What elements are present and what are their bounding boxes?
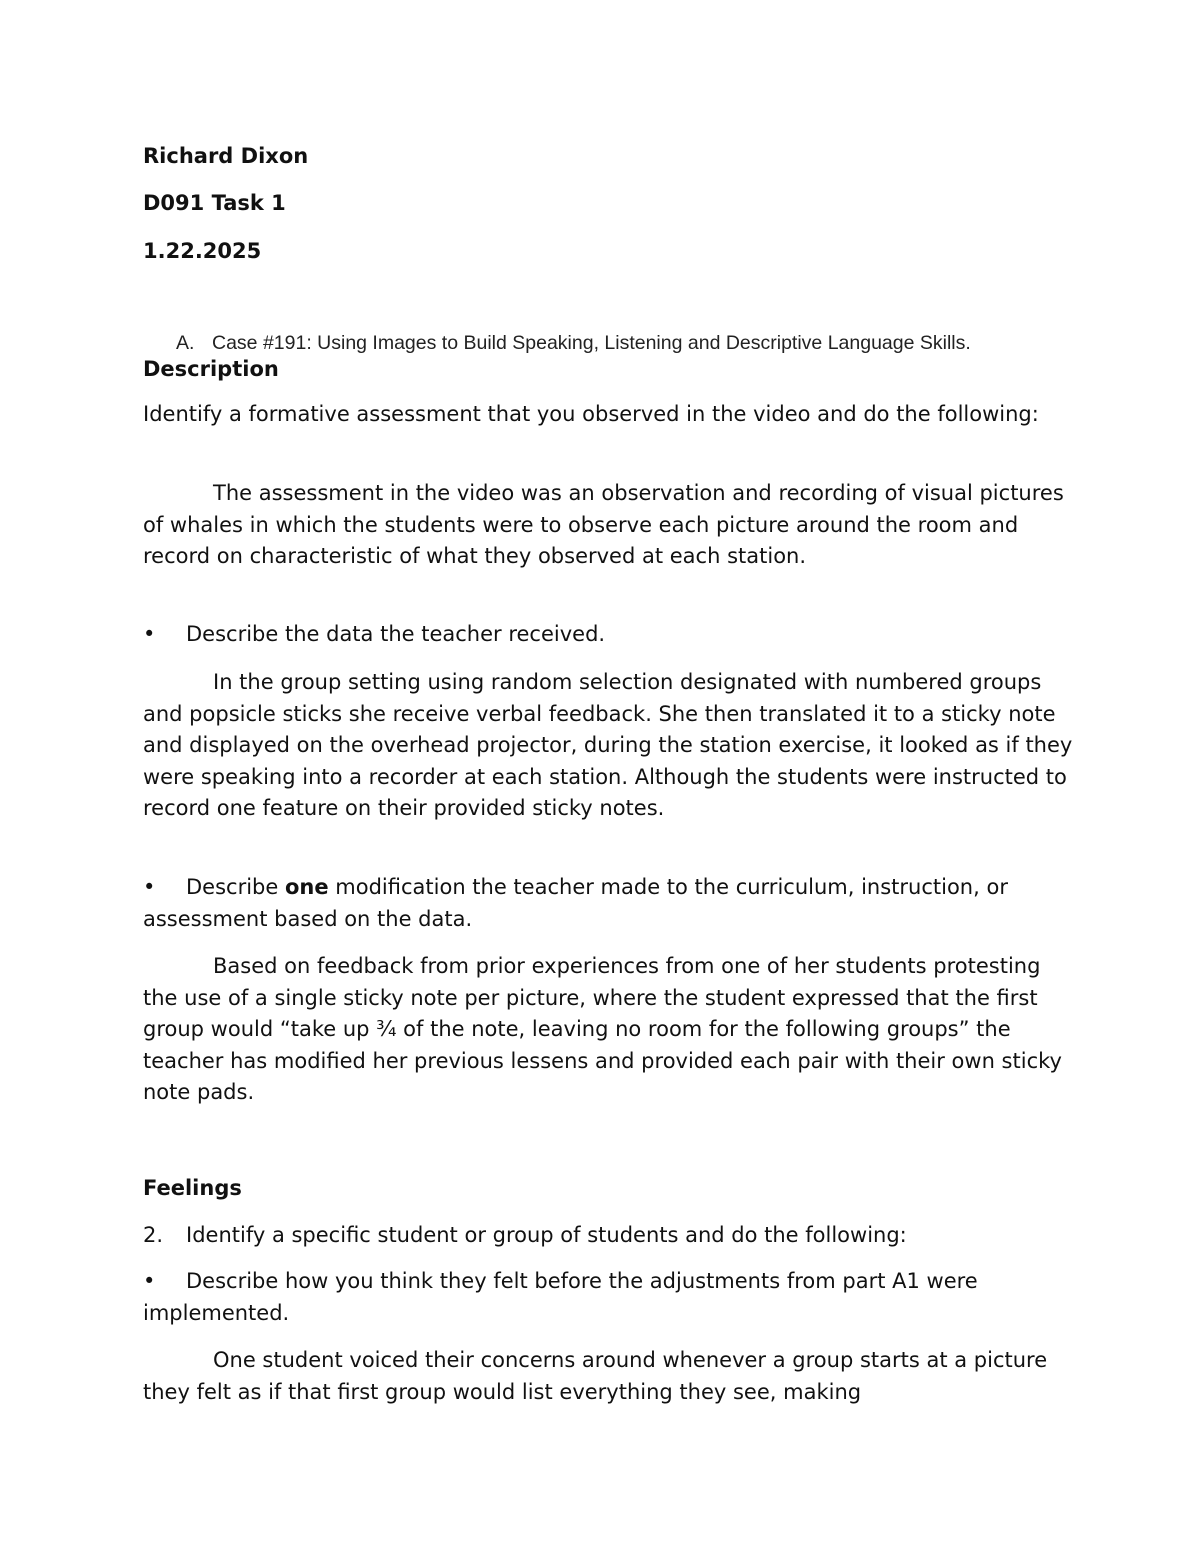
case-heading-text: Case #191: Using Images to Build Speaking, Listening and Descriptive Language Skills. [212, 332, 971, 354]
item-text: Identify a specific student or group of students and do the following: [186, 1223, 907, 1247]
case-list-marker: A. [176, 332, 195, 354]
bullet-marker: • [143, 622, 156, 646]
bullet-marker: • [143, 875, 156, 899]
author-name: Richard Dixon [143, 144, 309, 168]
description-heading: Description [143, 357, 279, 381]
bullet-text: Describe how you think they felt before the adjustments from part A1 were implemented. [143, 1269, 978, 1325]
document-date: 1.22.2025 [143, 239, 262, 263]
feelings-answer: One student voiced their concerns around whenever a group starts at a picture they felt as if that first group would list everything they see, making [143, 1348, 1048, 1404]
feelings-item-2 [143, 1220, 907, 1252]
description-prompt: Identify a formative assessment that you observed in the video and do the following: [143, 402, 1039, 426]
bullet-marker: • [143, 1269, 156, 1293]
feelings-bullet-1 [143, 1266, 1073, 1329]
bullet-text-emphasis: one [284, 875, 329, 899]
bullet-text-pre: Describe [186, 875, 285, 899]
bullet-text: Describe the data the teacher received. [186, 622, 606, 646]
description-answer-1: The assessment in the video was an observation and recording of visual pictures of whales in which the students were to observe each picture around the room and record on characteristic of what they observed at each station. [143, 481, 1064, 568]
description-answer-2: In the group setting using random selection designated with numbered groups and popsicle sticks she receive verbal feedback. She then translated it to a sticky note and displayed on the overhead projector, during the station exercise, it looked as if they were speaking into a recorder at each station. Although the students were instructed to record one feature on their provided sticky notes. [143, 670, 1073, 820]
task-title: D091 Task 1 [143, 191, 286, 215]
description-answer-3: Based on feedback from prior experiences from one of her students protesting the use of a single sticky note per picture, where the student expressed that the first group would “take up ¾ of the note, leaving no room for the following groups” the teacher has modified her previous lessens and provided each pair with their own sticky note pads. [143, 954, 1062, 1104]
case-heading [176, 330, 971, 356]
item-number: 2. [143, 1223, 164, 1247]
description-bullet-2 [143, 872, 1073, 935]
bullet-text-post: modification the teacher made to the curriculum, instruction, or assessment based on the data. [143, 875, 1008, 931]
description-bullet-1 [143, 619, 1073, 651]
feelings-heading: Feelings [143, 1176, 242, 1200]
